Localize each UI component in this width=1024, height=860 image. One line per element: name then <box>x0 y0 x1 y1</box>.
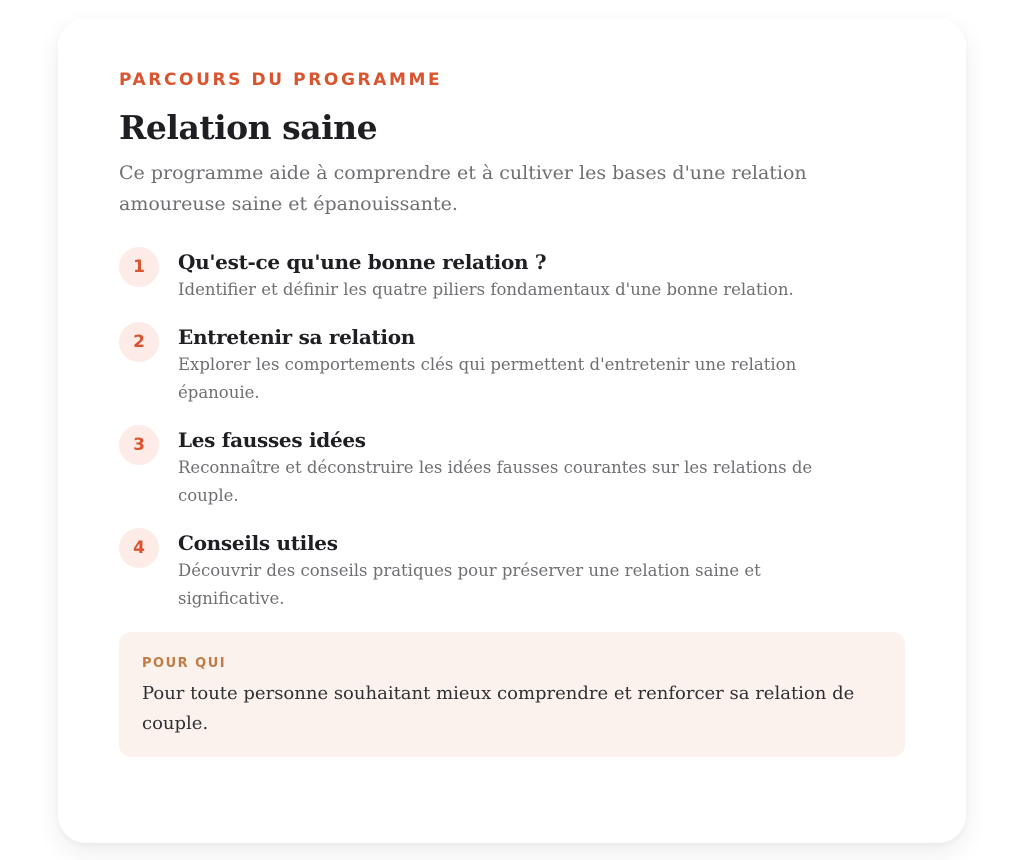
audience-label: POUR QUI <box>142 656 227 671</box>
step-description: Découvrir des conseils pratiques pour préserver une relation saine et significative. <box>178 561 761 608</box>
step-body <box>178 426 906 510</box>
audience-text: Pour toute personne souhaitant mieux comprendre et renforcer sa relation de couple. <box>142 683 855 734</box>
audience-box <box>119 632 905 757</box>
program-card <box>58 18 966 843</box>
step-description: Explorer les comportements clés qui permettent d'entretenir une relation épanouie. <box>178 355 797 402</box>
step-number-badge: 3 <box>119 425 159 465</box>
program-intro: Ce programme aide à comprendre et à cultiver les bases d'une relation amoureuse saine et épanouissante. <box>119 162 807 215</box>
step-item-3 <box>119 426 906 510</box>
step-description: Reconnaître et déconstruire les idées fausses courantes sur les relations de couple. <box>178 458 813 505</box>
step-body <box>178 248 906 304</box>
step-number-badge: 2 <box>119 322 159 362</box>
step-title: Les fausses idées <box>178 428 366 452</box>
step-description: Identifier et définir les quatre piliers fondamentaux d'une bonne relation. <box>178 280 794 299</box>
step-item-4 <box>119 529 906 613</box>
step-item-1 <box>119 248 906 304</box>
page-title: Relation saine <box>119 108 378 147</box>
step-title: Qu'est-ce qu'une bonne relation ? <box>178 250 547 274</box>
step-number-badge: 4 <box>119 528 159 568</box>
step-item-2 <box>119 323 906 407</box>
step-body <box>178 323 906 407</box>
step-title: Entretenir sa relation <box>178 325 416 349</box>
step-body <box>178 529 906 613</box>
step-number-badge: 1 <box>119 247 159 287</box>
step-list <box>119 248 906 613</box>
program-eyebrow: PARCOURS DU PROGRAMME <box>119 70 443 90</box>
step-title: Conseils utiles <box>178 531 338 555</box>
